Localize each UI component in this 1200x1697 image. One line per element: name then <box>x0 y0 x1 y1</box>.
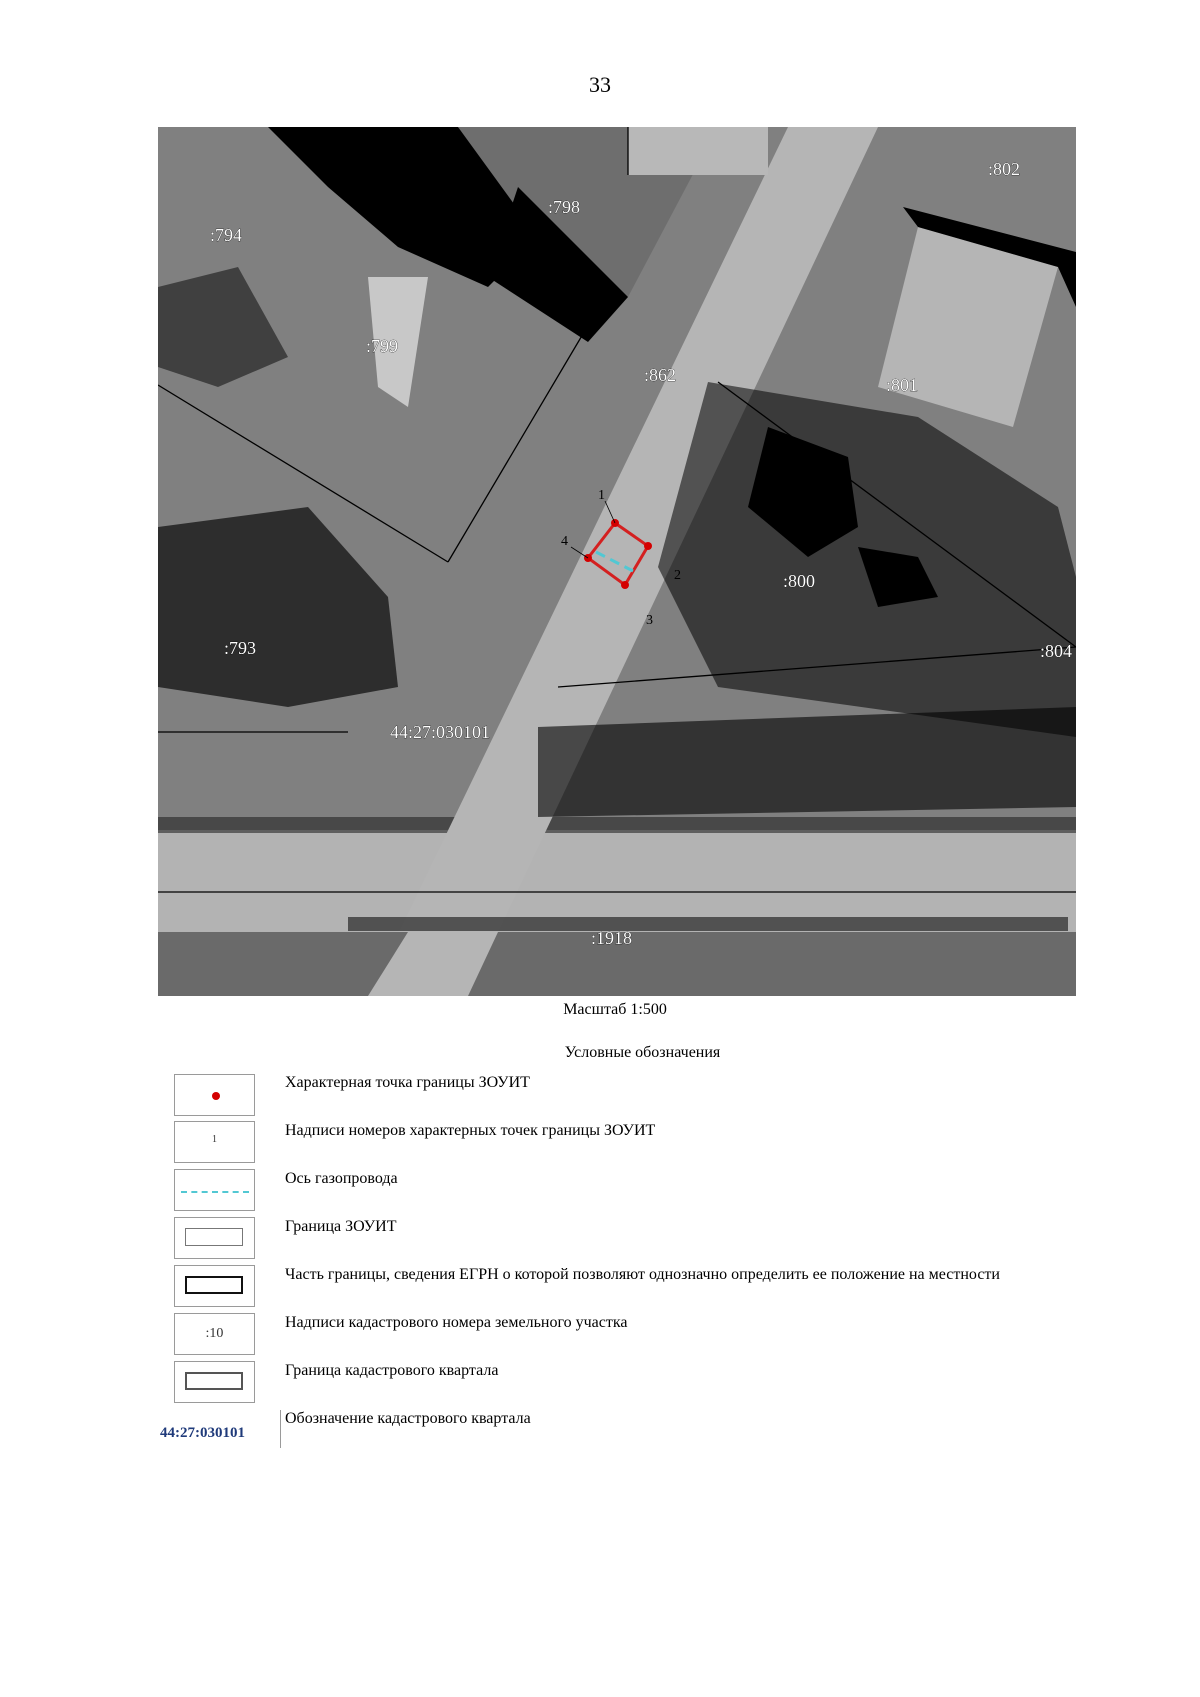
legend-symbol-egrn-boundary <box>174 1265 255 1307</box>
parcel-label-862: :862 <box>644 365 677 385</box>
point-label-4: 4 <box>561 534 568 549</box>
legend-text-quarter-label: Обозначение кадастрового квартала <box>285 1410 531 1427</box>
legend-symbol-quarter-boundary <box>174 1361 255 1403</box>
legend-symbol-point-number <box>174 1121 255 1163</box>
legend-symbol-quarter-label <box>160 1410 281 1448</box>
egrn-boundary-icon <box>185 1276 243 1294</box>
legend-text-zouit-boundary: Граница ЗОУИТ <box>285 1218 397 1235</box>
parcel-label-793: :793 <box>224 638 257 658</box>
boundary-point <box>644 542 652 550</box>
quarter-boundary-icon <box>185 1372 243 1390</box>
parcel-label-794: :794 <box>210 225 243 245</box>
road-edge-top <box>158 817 1076 833</box>
legend-symbol-boundary-point <box>174 1074 255 1116</box>
cadastral-label-sample: :10 <box>205 1326 224 1341</box>
point-label-3: 3 <box>646 613 653 628</box>
dark-strip-bottom <box>348 917 1068 931</box>
legend-text-cadastral-label: Надписи кадастрового номера земельного участка <box>285 1314 628 1331</box>
boundary-point <box>621 581 629 589</box>
parcel-label-798: :798 <box>548 197 581 217</box>
parcel-label-799: :799 <box>366 336 399 356</box>
quarter-label-map: 44:27:030101 <box>390 722 491 742</box>
parcel-label-804: :804 <box>1040 641 1073 661</box>
legend-symbol-zouit-boundary <box>174 1217 255 1259</box>
map-scale: Масштаб 1:500 <box>563 1001 667 1018</box>
parcel-label-802: :802 <box>988 159 1021 179</box>
legend-text-egrn-boundary: Часть границы, сведения ЕГРН о которой позволяют однозначно определить ее положение на местности <box>285 1266 1000 1283</box>
legend-symbol-gas-axis <box>174 1169 255 1211</box>
legend-text-gas-axis: Ось газопровода <box>285 1170 398 1187</box>
red-point-icon <box>212 1092 220 1100</box>
page-number: 33 <box>589 72 611 97</box>
legend-text-quarter-boundary: Граница кадастрового квартала <box>285 1362 499 1379</box>
legend-text-boundary-point: Характерная точка границы ЗОУИТ <box>285 1074 530 1091</box>
point-number-sample: 1 <box>212 1134 217 1145</box>
legend-text-point-number: Надписи номеров характерных точек границы ЗОУИТ <box>285 1122 656 1139</box>
point-label-2: 2 <box>674 568 681 583</box>
zouit-boundary-icon <box>185 1228 243 1246</box>
light-block-top <box>628 127 768 175</box>
parcel-label-801: :801 <box>886 375 919 395</box>
parcel-label-1918: :1918 <box>591 928 633 948</box>
gas-axis-icon <box>181 1191 249 1193</box>
legend-title: Условные обозначения <box>564 1044 721 1061</box>
parcel-label-800: :800 <box>783 571 816 591</box>
legend-symbol-cadastral-label <box>174 1313 255 1355</box>
point-label-1: 1 <box>598 488 605 503</box>
quarter-label-sample: 44:27:030101 <box>160 1425 245 1441</box>
cadastral-map <box>158 127 1076 996</box>
